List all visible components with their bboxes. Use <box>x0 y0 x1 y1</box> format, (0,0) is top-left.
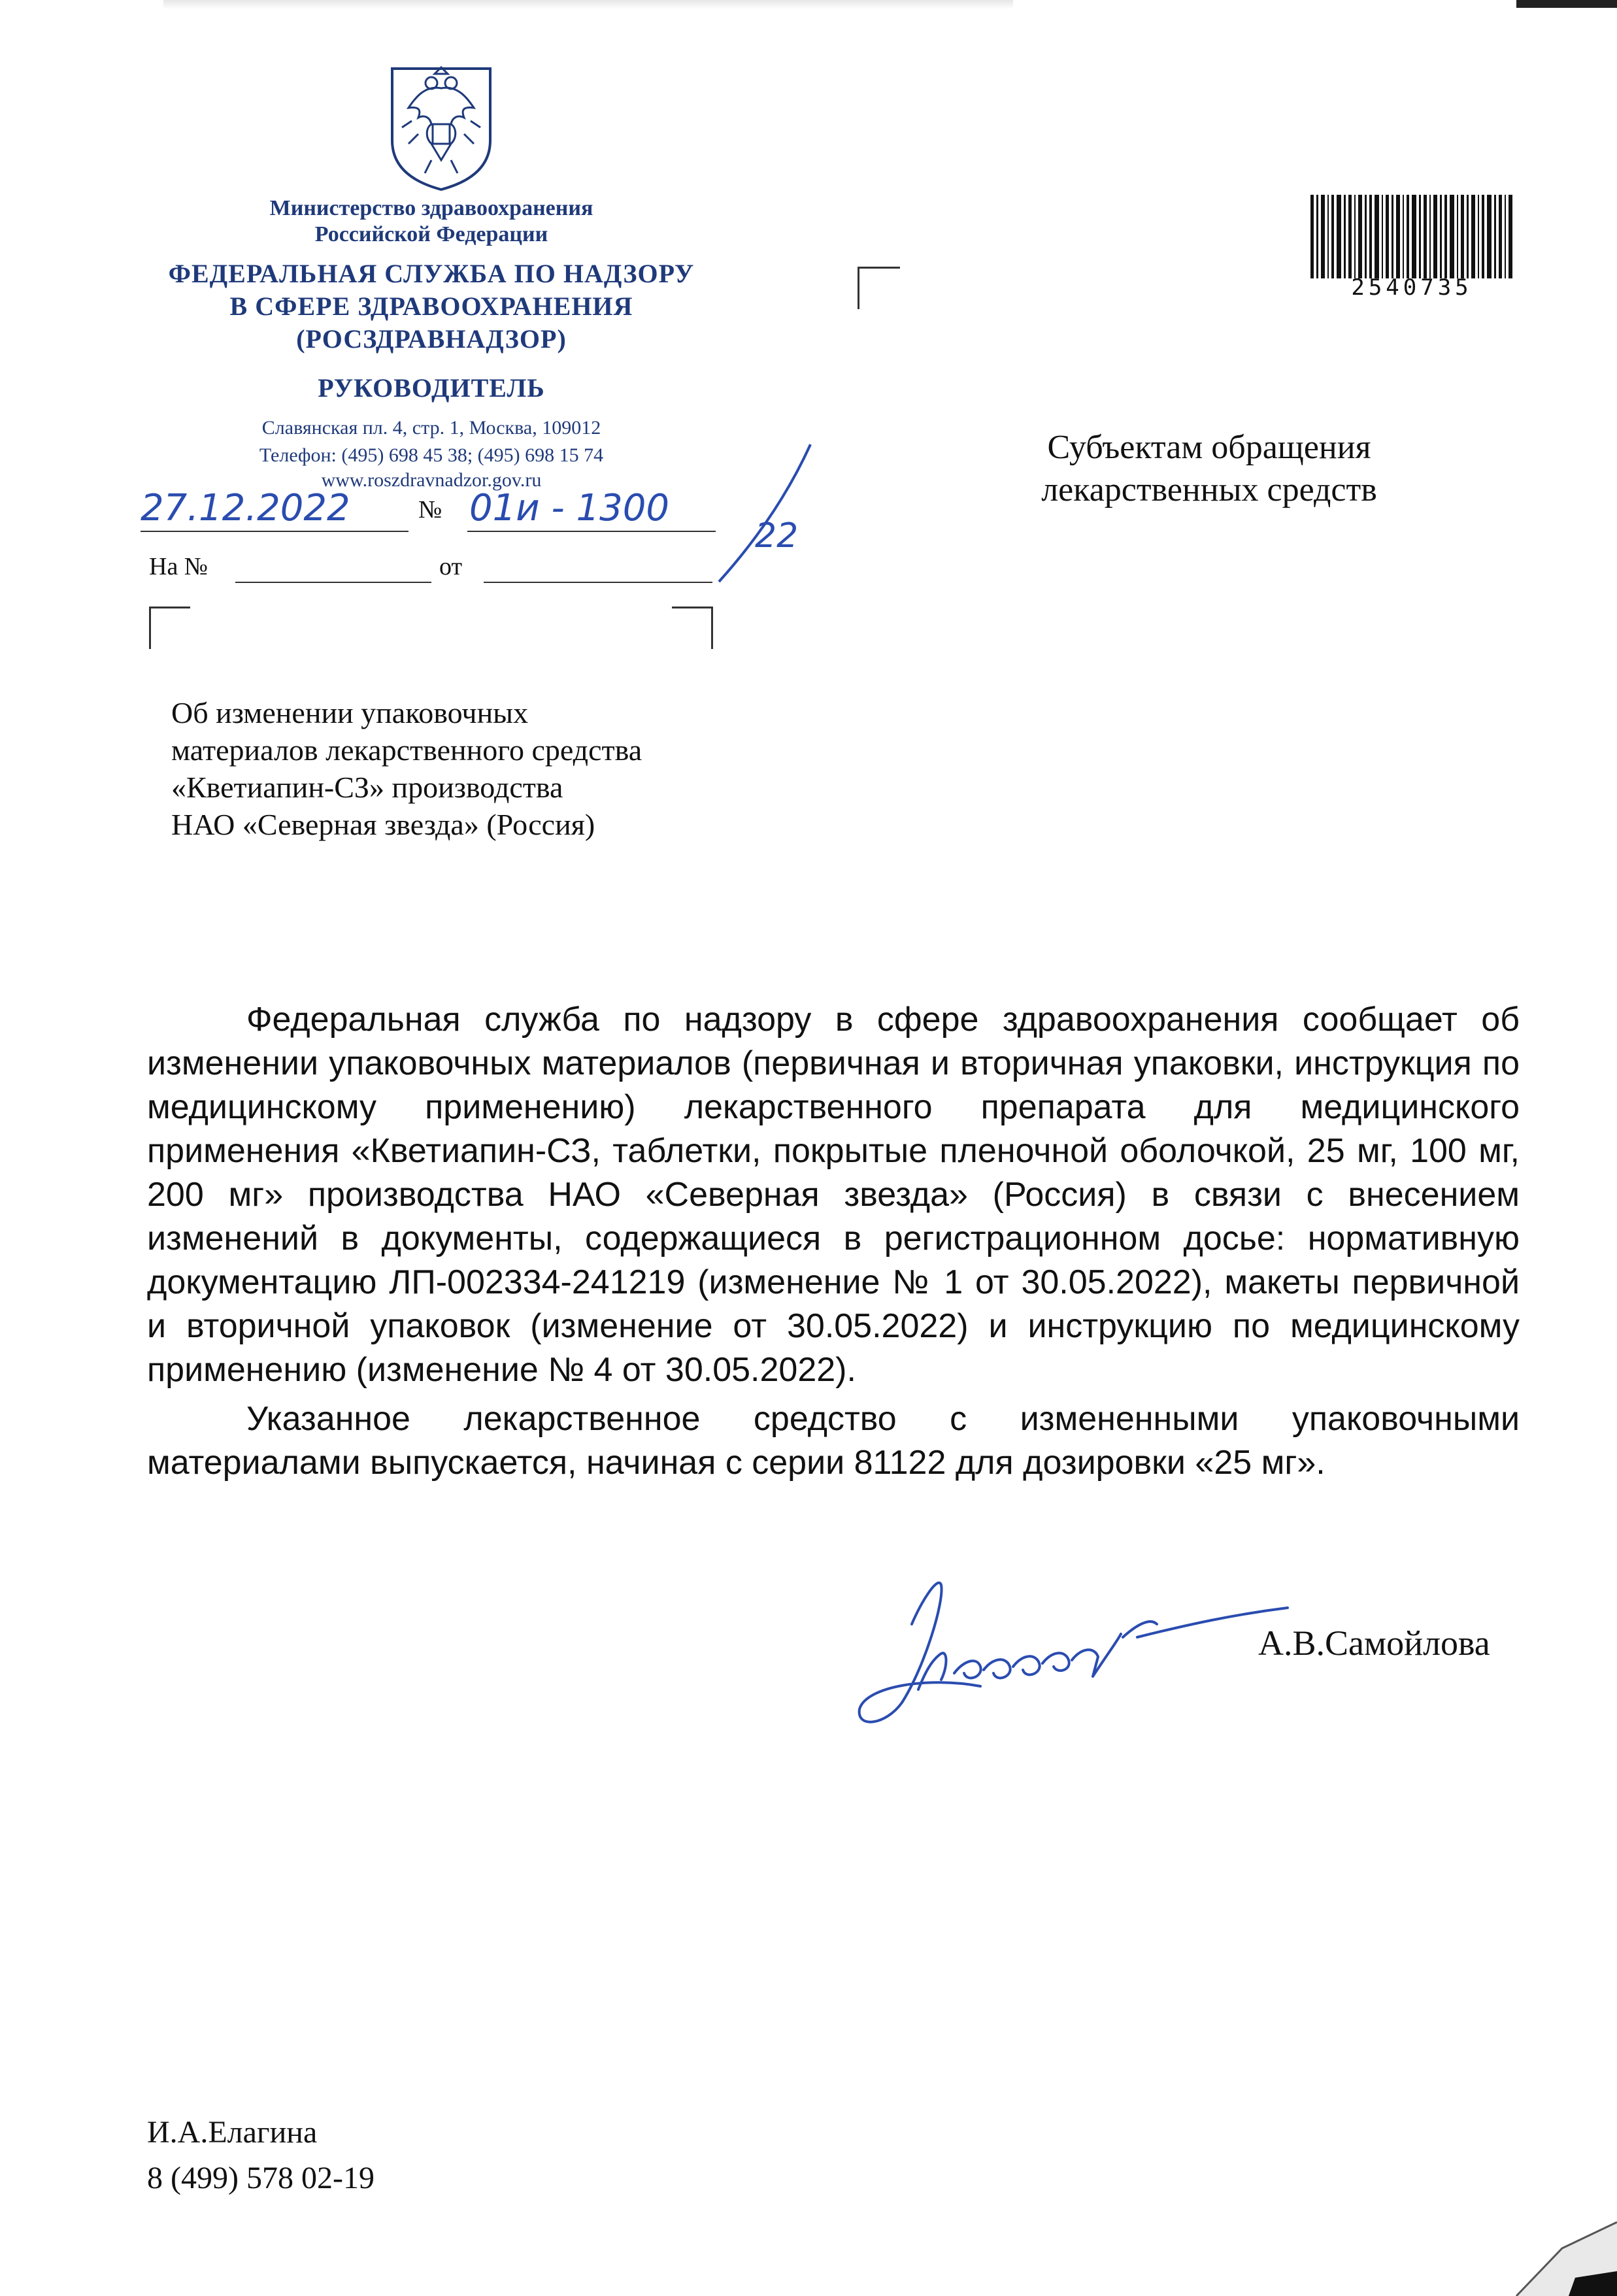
body-paragraph-2: Указанное лекарственное средство с измененными упаковочными материалами выпускается, начиная с серии 81122 для дозировки «25 мг». <box>147 1400 1520 1482</box>
subject-corner-bracket-right <box>672 607 713 649</box>
scan-corner-mark <box>1516 0 1617 8</box>
number-underline <box>467 531 716 532</box>
addressee-corner-bracket <box>858 267 900 309</box>
registration-number-suffix: 22 <box>755 516 799 556</box>
number-label: № <box>418 496 442 524</box>
addressee-line1: Субъектам обращения <box>1047 429 1371 466</box>
barcode-icon <box>1310 195 1513 278</box>
body-paragraph-1: Федеральная служба по надзору в сфере здравоохранения сообщает об изменении упаковочных материалов (первичная и вторичная упаковки, инструкция по медицинскому применению) лекарственного препарата для медицинского применения «Кветиапин-СЗ, таблетки, покрытые пленочной оболочкой, 25 мг, 100 мг, 200 мг» производства НАО «Северная звезда» (Россия) в связи с внесением изменений в документы, содержащиеся в регистрационном досье: нормативную документацию ЛП-002334-241219 (изменение № 1 от 30.05.2022), макеты первичной и вторичной упаковок (изменение от 30.05.2022) и инструкцию по медицинскому применению (изменение № 4 от 30.05.2022). <box>147 1001 1520 1389</box>
barcode-number: 2540735 <box>1351 275 1473 301</box>
service-name-line1: ФЕДЕРАЛЬНАЯ СЛУЖБА ПО НАДЗОРУ <box>168 259 695 288</box>
signer-name: А.В.Самойлова <box>1258 1623 1490 1663</box>
from-underline <box>484 582 712 583</box>
subject-line4: НАО «Северная звезда» (Россия) <box>171 808 595 841</box>
subject-line1: Об изменении упаковочных <box>171 696 529 729</box>
in-reply-label: На № <box>149 553 208 580</box>
from-label: от <box>439 553 463 580</box>
address: Славянская пл. 4, стр. 1, Москва, 109012 <box>261 417 601 439</box>
scan-page-fold <box>1497 2209 1617 2296</box>
service-name-line3: (РОСЗДРАВНАДЗОР) <box>296 324 567 354</box>
subject-corner-bracket-left <box>149 607 190 649</box>
website: www.roszdravnadzor.gov.ru <box>321 469 542 491</box>
ministry-name-line2: Российской Федерации <box>314 222 548 246</box>
handwritten-slash <box>706 438 824 588</box>
registration-number: 01и - 1300 <box>469 487 669 529</box>
subject-line2: материалов лекарственного средства <box>171 733 642 767</box>
ministry-name-line1: Министерство здравоохранения <box>269 196 593 220</box>
head-title: РУКОВОДИТЕЛЬ <box>318 373 545 403</box>
executor-name: И.А.Елагина <box>147 2115 318 2150</box>
scan-edge-shadow <box>163 0 1013 9</box>
phone-numbers: Телефон: (495) 698 45 38; (495) 698 15 74 <box>259 444 604 466</box>
date-underline <box>141 531 408 532</box>
handwritten-signature <box>850 1562 1294 1739</box>
service-name-line2: В СФЕРЕ ЗДРАВООХРАНЕНИЯ <box>229 291 633 321</box>
registration-date: 27.12.2022 <box>141 487 350 529</box>
executor-phone: 8 (499) 578 02-19 <box>147 2161 375 2195</box>
coat-of-arms-emblem <box>379 62 503 193</box>
subject-line3: «Кветиапин-СЗ» производства <box>171 771 563 804</box>
addressee-line2: лекарственных средств <box>1041 471 1377 508</box>
in-reply-underline <box>235 582 431 583</box>
